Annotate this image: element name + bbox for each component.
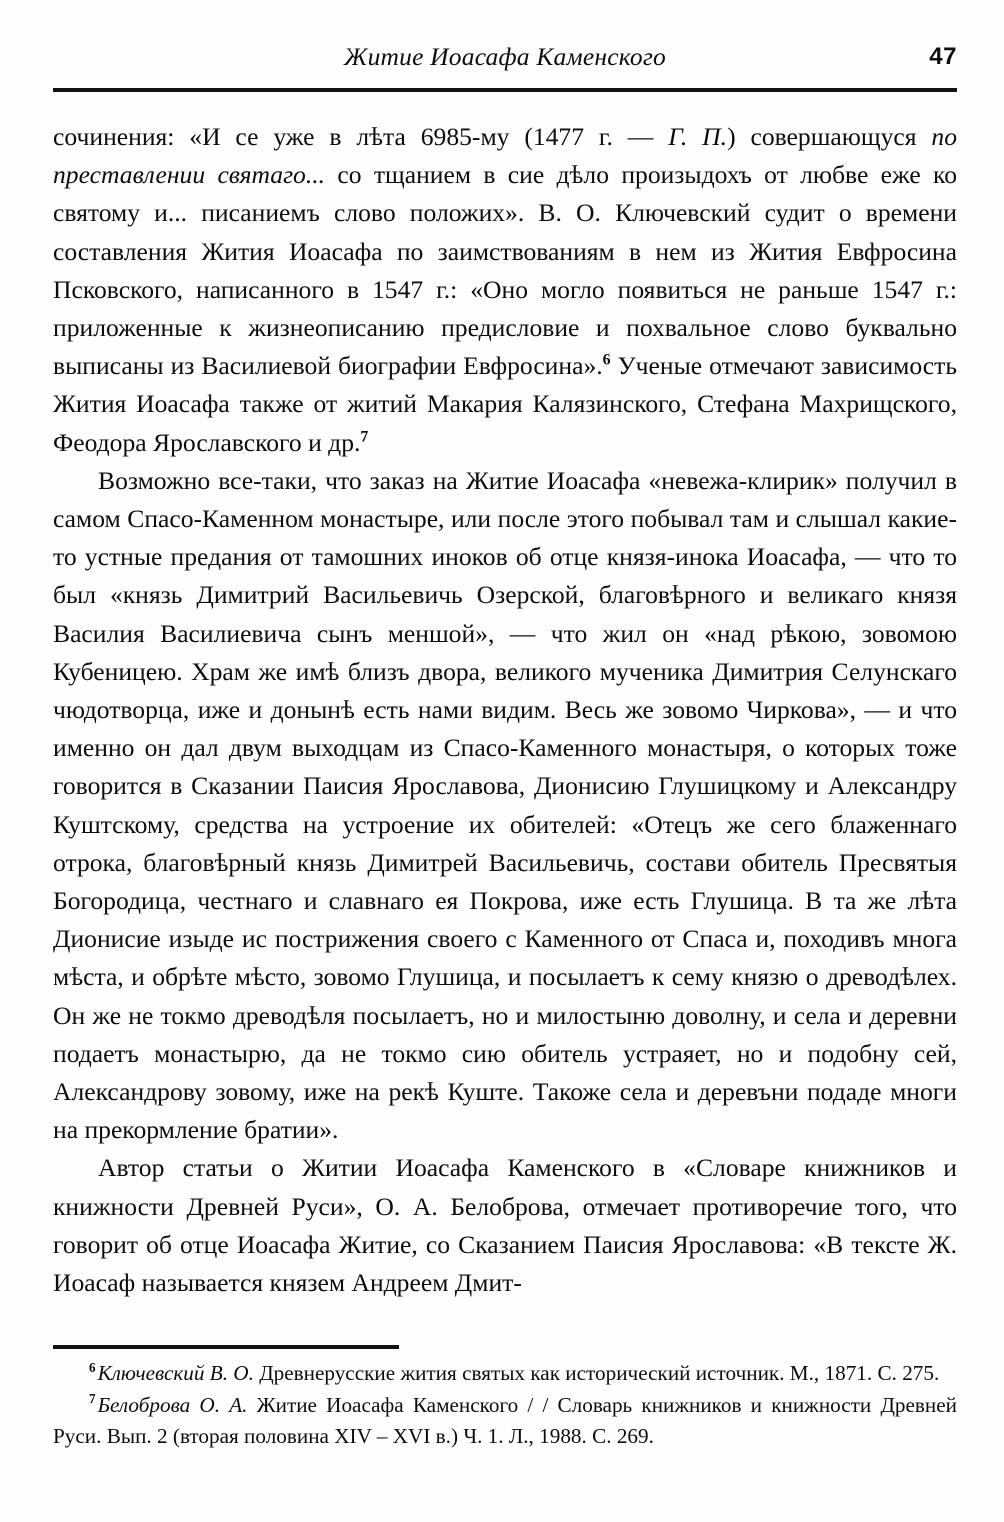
footnote-7-marker: 7 (89, 1391, 96, 1407)
paragraph-2: Возможно все-таки, что заказ на Житие Иоасафа «невежа-клирик» получил в самом Спасо-Каменном монастыре, или после этого побывал там и слышал какие-то устные предания от тамошних иноков об отце князя-инока Иоасафа, — что то был «князь Димитрий Васильевичь Озерской, благовѣрного и великаго князя Василия Василиевича сынъ меншой», — что жил он «над рѣкою, зовомою Кубеницею. Храм же имѣ близъ двора, великого мученика Димитрия Селунскаго чюдотворца, иже и донынѣ есть нами видим. Весь же зовомо Чиркова», — и что именно он дал двум выходцам из Спасо-Каменного монастыря, о которых тоже говорится в Сказании Паисия Ярославова, Дионисию Глушицкому и Александру Куштскому, средства на устроение их обителей: «Отецъ же сего блаженнаго отрока, благовѣрный князь Димитрей Васильевичь, состави обитель Пресвятыя Богородица, честнаго и славнаго ея Покрова, иже есть Глушица. В та же лѣта Дионисие изыде ис пострижения своего с Каменного от Спаса и, походивъ многа мѣста, и обрѣте мѣсто, зовомо Глушица, и посылаетъ к сему князю о древодѣлех. Он же не токмо древодѣля посылаетъ, но и милостыню доволну, и села и деревни подаетъ монастырю, да не токмо сию обитель устраяет, но и подобну сей, Александрову зовому, иже на рекѣ Куште. Такоже села и деревъни подаде многи на прекормление братии». (53, 465, 957, 1145)
footnote-block (53, 1358, 957, 1453)
footnote-6-text: Древнерусские жития святых как исторический источник. М., 1871. С. 275. (253, 1361, 940, 1385)
footnote-7-text: Житие Иоасафа Каменского / / Словарь книжников и книжности Древней Руси. Вып. 2 (вторая половина XIV – XVI в.) Ч. 1. Л., 1988. С. 269. (53, 1392, 957, 1448)
running-head (53, 42, 957, 76)
page-number: 47 (929, 43, 957, 70)
paragraph-3: Автор статьи о Житии Иоасафа Каменского в «Словаре книжников и книжности Древней Руси», О. А. Белоброва, отмечает противоречие того, что говорит об отце Иоасафа Житие, со Сказанием Паисия Ярославова: «В тексте Ж. Иоасаф называется князем Андреем Дмит- (53, 1153, 957, 1298)
paragraph-1-segment-3: ) совершающуся (727, 122, 932, 151)
header-divider-rule (53, 88, 957, 92)
footnote-7 (53, 1390, 957, 1453)
paragraph-1-quote-italic: по преставлении святаго... (53, 122, 958, 190)
footnote-6 (53, 1358, 957, 1390)
running-head-title: Житие Иоасафа Каменского (344, 42, 666, 71)
paragraph-1-segment-5: со тщанием в сие дѣло произыдохъ от любве еже ко святому и... писаниемъ слово положих». В. О. Ключевский судит о времени составления Жития Иоасафа по заимствованиям в нем из Жития Евфросина Псковского, написанного в 1547 г.: «Оно могло появиться не раньше 1547 г.: приложенные к жизнеописанию предисловие и похвальное слово буквально выписаны из Василиевой биографии Евфросина». (53, 160, 957, 381)
paragraph-1-initials-italic: Г. П. (668, 122, 728, 151)
footnote-marker-6[interactable]: 6 (602, 351, 611, 369)
paragraph-1-segment-6: Ученые отмечают зависимость Жития Иоасафа также от житий Макария Калязинского, Стефана Махрищского, Феодора Ярославского и др. (53, 351, 957, 457)
footnote-separator-rule (53, 1345, 399, 1349)
footnote-marker-7[interactable]: 7 (360, 428, 369, 446)
paragraph-1 (53, 118, 957, 462)
body-text-column (53, 118, 957, 1302)
paragraph-1-segment-1: сочинения: «И се уже в лѣта 6985-му (1477 г. — (53, 122, 669, 151)
footnote-6-author: Ключевский В. О. (97, 1361, 254, 1385)
footnote-7-author: Белоброва О. А. (97, 1392, 248, 1417)
footnote-6-marker: 6 (89, 1359, 96, 1375)
